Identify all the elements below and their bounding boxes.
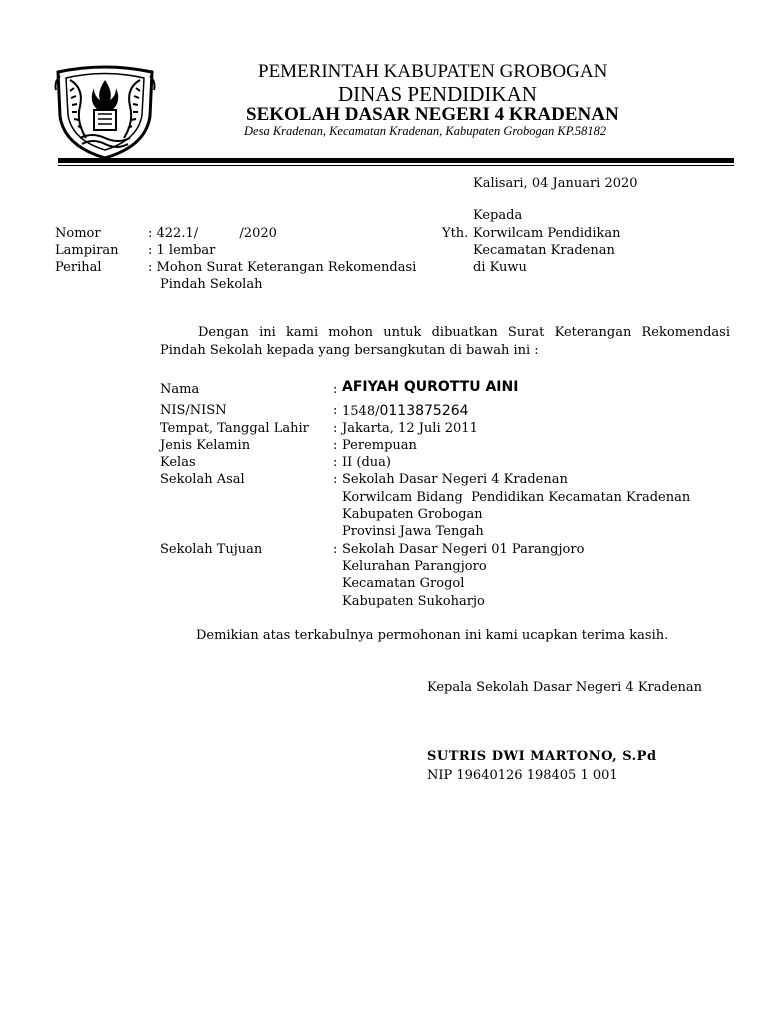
colon: :	[333, 403, 338, 418]
signature-nip: NIP 19640126 198405 1 001	[427, 768, 618, 783]
nis-value-b: 0113875264	[379, 403, 469, 419]
tujuan-line: Kelurahan Parangjoro	[342, 559, 487, 574]
asal-line: Provinsi Jawa Tengah	[342, 524, 484, 539]
ttl-value: Jakarta, 12 Juli 2011	[342, 421, 478, 436]
asal-line: Kabupaten Grobogan	[342, 507, 483, 522]
asal-line: Korwilcam Bidang Pendidikan Kecamatan Kradenan	[342, 490, 691, 505]
header-rule-thin	[58, 165, 734, 166]
tujuan-line: Kecamatan Grogol	[342, 576, 465, 591]
nomor-label: Nomor	[55, 226, 101, 241]
recipient-yth: Yth.	[442, 226, 469, 241]
regency-emblem-icon	[50, 58, 160, 162]
kelas-value: II (dua)	[342, 455, 391, 470]
nama-value: AFIYAH QUROTTU AINI	[342, 379, 519, 395]
jk-value: Perempuan	[342, 438, 417, 453]
ttl-label: Tempat, Tanggal Lahir	[160, 421, 309, 436]
header-government: PEMERINTAH KABUPATEN GROBOGAN	[258, 61, 608, 82]
asal-line: Sekolah Dasar Negeri 4 Kradenan	[342, 472, 568, 487]
colon: :	[333, 455, 338, 470]
header-rule-thick	[58, 158, 734, 163]
recipient-kepada: Kepada	[473, 208, 523, 223]
colon: :	[333, 382, 338, 397]
nis-value	[342, 400, 469, 420]
signature-name: SUTRIS DWI MARTONO, S.Pd	[427, 749, 657, 764]
intro-paragraph: Dengan ini kami mohon untuk dibuatkan Surat Keterangan Rekomendasi Pindah Sekolah kepada yang bersangkutan di bawah ini :	[160, 325, 730, 358]
colon: :	[333, 421, 338, 436]
tujuan-label: Sekolah Tujuan	[160, 542, 263, 557]
colon: :	[333, 472, 338, 487]
tujuan-line: Kabupaten Sukoharjo	[342, 594, 485, 609]
asal-label: Sekolah Asal	[160, 472, 245, 487]
nama-label: Nama	[160, 382, 200, 397]
header-address: Desa Kradenan, Kecamatan Kradenan, Kabupaten Grobogan KP.58182	[244, 124, 607, 138]
closing-paragraph: Demikian atas terkabulnya permohonan ini kami ucapkan terima kasih.	[196, 628, 669, 643]
lampiran-value: : 1 lembar	[148, 243, 216, 258]
nis-value-a: 1548/	[342, 404, 380, 419]
colon: :	[333, 438, 338, 453]
recipient-line: Korwilcam Pendidikan	[473, 226, 621, 241]
colon: :	[333, 542, 338, 557]
header-school-name: SEKOLAH DASAR NEGERI 4 KRADENAN	[246, 104, 619, 125]
lampiran-label: Lampiran	[55, 243, 119, 258]
recipient-line: Kecamatan Kradenan	[473, 243, 615, 258]
signature-title: Kepala Sekolah Dasar Negeri 4 Kradenan	[427, 680, 703, 695]
jk-label: Jenis Kelamin	[160, 438, 251, 453]
perihal-label: Perihal	[55, 260, 102, 275]
place-date: Kalisari, 04 Januari 2020	[473, 176, 638, 191]
recipient-line: di Kuwu	[473, 260, 527, 275]
tujuan-line: Sekolah Dasar Negeri 01 Parangjoro	[342, 542, 585, 557]
nomor-value: : 422.1/ /2020	[148, 226, 277, 241]
perihal-value: : Mohon Surat Keterangan Rekomendasi	[148, 260, 417, 275]
kelas-label: Kelas	[160, 455, 196, 470]
nis-label: NIS/NISN	[160, 403, 227, 418]
header-department: DINAS PENDIDIKAN	[338, 82, 537, 106]
perihal-value-cont: Pindah Sekolah	[160, 277, 263, 292]
